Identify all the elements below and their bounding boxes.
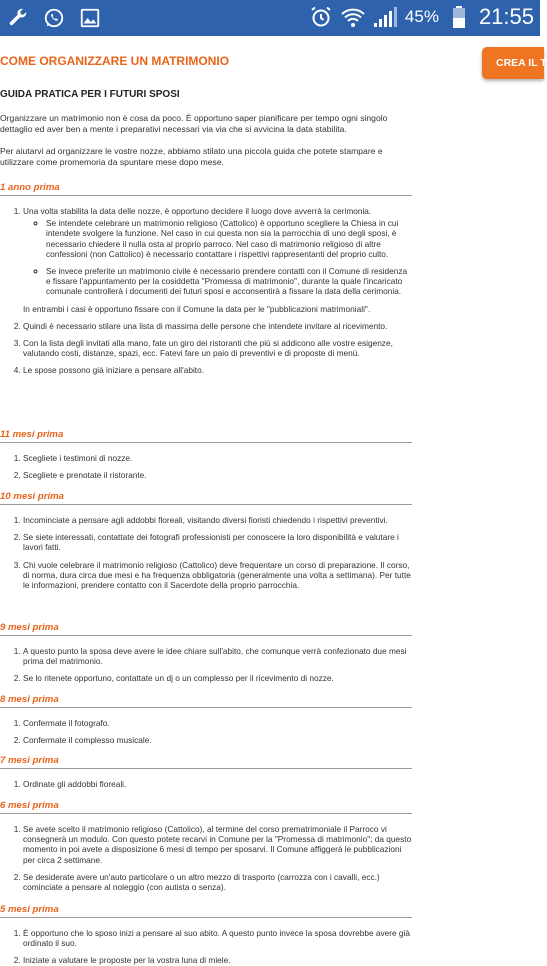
section-heading: 10 mesi prima [0,491,412,505]
list-item: 4. Le spose possono già iniziare a pensare all'abito. [23,365,412,375]
section-heading: 1 anno prima [0,182,412,196]
signal-icon [373,5,397,29]
whatsapp-icon [42,6,66,30]
image-icon [78,6,102,30]
section-heading: 5 mesi prima [0,904,412,918]
system-status [309,4,534,30]
intro-paragraph: Organizzare un matrimonio non è cosa da poco. È opportuno saper pianificare per tempo ogni singolo dettaglio ed aver ben a mente i preparativi necessari via via che si avvicina la data stabilita. [0,113,388,134]
article-content[interactable] [0,36,547,966]
section-5-months [0,904,412,966]
list-item: 1. Scegliete i testimoni di nozze. [23,453,412,463]
list-item-note: In entrambi i casi è opportuno fissare con il Comune la data per le "pubblicazioni matrimoniali". [23,303,371,314]
section-heading: 11 mesi prima [0,429,412,443]
section-9-months [0,622,412,684]
list-item: 2. Scegliete e prenotate il ristorante. [23,470,412,480]
list-item: 1. Ordinate gli addobbi floreali. [23,779,412,789]
list-item: 1. A questo punto la sposa deve avere le idee chiare sull'abito, che comunque verrà confezionato due mesi prima del matrimonio. [23,646,412,666]
list-item: 2. Se siete interessati, contattate dei fotografi professionisti per conoscere la loro disponibilità e valutare i lavori fatti. [23,532,412,552]
list-item: 1. Confermate il fotografo. [23,718,412,728]
section-heading: 9 mesi prima [0,622,412,636]
section-heading: 8 mesi prima [0,694,412,708]
section-heading: 6 mesi prima [0,800,412,814]
list-item: 2. Quindi è necessario stilare una lista di massima delle persone che intendete invitare al ricevimento. [23,321,412,331]
list-item: 1. È opportuno che lo sposo inizi a pensare al suo abito. A questo punto invece la sposa dovrebbe avere già ordinato il suo. [23,928,412,948]
section-8-months [0,694,412,745]
status-bar [0,0,540,36]
battery-percent: 45% [404,7,439,26]
section-6-months [0,800,412,892]
wifi-icon [341,5,365,29]
list-item: 2. Se lo ritenete opportuno, contattate un dj o un complesso per il ricevimento di nozze. [23,673,412,683]
page-title: COME ORGANIZZARE UN MATRIMONIO [0,54,230,68]
intro-paragraph: Per aiutarvi ad organizzare le vostre nozze, abbiamo stilato una piccola guida che potete stampare e utilizzare come promemoria da spuntare mese dopo mese. [0,146,383,167]
wrench-icon [6,6,30,30]
sub-list-item: ◦ Se intendete celebrare un matrimonio religioso (Cattolico) è opportuno scegliere la Chiesa in cui intendete svolgere la funzione. Nel caso in cui questa non sia la parrocchia di uno degli sposi, è necessario chiedere il nulla osta al proprio parroco. Nel caso di matrimonio religioso di altre confessioni (non Cattolico) è necessario contattare i rispettivi rappresentanti del proprio culto. [46,218,412,259]
section-heading: 7 mesi prima [0,755,412,769]
list-item: 1. Se avete scelto il matrimonio religioso (Cattolico), al termine del corso prematrimoniale il Parroco vi consegnerà un modulo. Con questo potete recarvi in Comune per la "Promessa di matrimonio"; da questo momento in poi avete a disposizione 6 mesi di tempo per sposarvi. Il Comune affiggerà le pubblicazioni per circa 2 settimane. [23,824,412,865]
clock: 21:55 [478,4,534,29]
section-11-months [0,429,412,480]
list-item: 2. Confermate il complesso musicale. [23,735,412,745]
list-item: 2. Se desiderate avere un'auto particolare o un altro mezzo di trasporto (carrozza con i cavalli, ecc.) cominciate a pensare al noleggio (con autista o senza). [23,872,412,892]
alarm-icon [309,5,333,29]
battery-icon [447,5,471,29]
list-item: 1. Incominciate a pensare agli addobbi floreali, visitando diversi fioristi chiedendo i rispettivi preventivi. [23,515,412,525]
sub-list-item: ◦ Se invece preferite un matrimonio civile è necessario prendere contatti con il Comune di residenza e fissare l'appuntamento per la cosiddetta "Promessa di matrimonio", durante la quale l'incaricato comunale controllerà i documenti dei futuri sposi e acconsentirà a fissare la data della cerimonia. [46,266,412,297]
section-10-months [0,491,412,590]
page-subtitle: GUIDA PRATICA PER I FUTURI SPOSI [0,89,180,100]
section-1-year [0,182,412,376]
create-button[interactable]: CREA IL T [482,47,544,79]
list-item: 3. Con la lista degli invitati alla mano, fate un giro dei ristoranti che più si addicono alle vostre esigenze, valutando costi, distanze, spazi, ecc. Fatevi fare un paio di preventivi e di proposte di menù. [23,338,412,358]
section-7-months [0,755,412,789]
list-item [23,206,412,314]
list-item: 2. Iniziate a valutare le proposte per la vostra luna di miele. [23,955,412,965]
list-item-text: Una volta stabilita la data delle nozze, è opportuno decidere il luogo dove avverrà la cerimonia. [23,206,372,216]
list-item: 3. Chi vuole celebrare il matrimonio religioso (Cattolico) deve frequentare un corso di preparazione. Il corso, di norma, dura circa due mesi e ha frequenza obbligatoria (generalmente una volta a settimana). Per tutte le informazioni, prendere contatto con il Sacerdote della proprio parrocchia. [23,560,412,591]
notification-icons [6,6,102,30]
